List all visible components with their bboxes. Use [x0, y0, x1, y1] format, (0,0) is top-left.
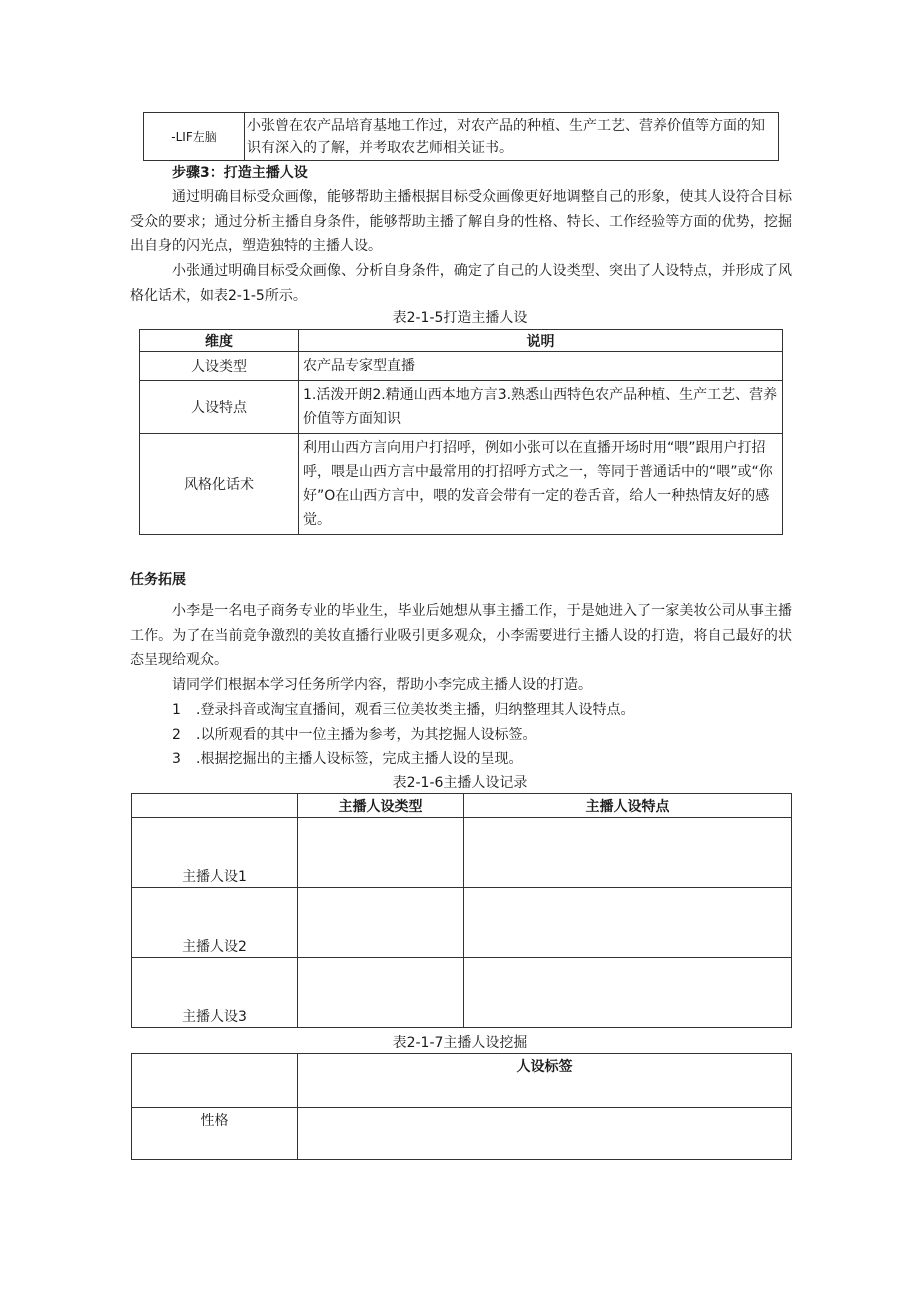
header-blank	[132, 1054, 298, 1108]
persona-features-cell[interactable]	[464, 958, 792, 1028]
persona-table	[139, 329, 783, 535]
list-item-number: 2	[172, 726, 181, 743]
table-row	[132, 818, 792, 888]
header-persona-tag: 人设标签	[298, 1054, 792, 1108]
table-row	[132, 958, 792, 1028]
persona-type-cell[interactable]	[298, 958, 464, 1028]
persona-tag-cell[interactable]	[298, 1108, 792, 1160]
list-item-text: .以所观看的其中一位主播为参考，为其挖掘人设标签。	[196, 726, 537, 743]
record-table	[131, 793, 792, 1028]
intro-row-label: -LIF左脑	[144, 113, 245, 161]
header-persona-features: 主播人设特点	[464, 794, 792, 818]
header-dimension: 维度	[140, 330, 299, 352]
mining-table	[131, 1053, 792, 1160]
persona-type-cell[interactable]	[298, 888, 464, 958]
row-label: 主播人设3	[132, 958, 298, 1028]
list-item	[172, 747, 634, 772]
intro-table	[143, 112, 779, 161]
step3-paragraph-2: 小张通过明确目标受众画像、分析自身条件，确定了自己的人设类型、突出了人设特点，并形成了风格化话术，如表2-1-5所示。	[130, 263, 792, 304]
extension-list	[172, 698, 634, 772]
extension-heading: 任务拓展	[130, 572, 186, 588]
table5-caption: 表2-1-5打造主播人设	[392, 310, 528, 326]
list-item	[172, 698, 634, 723]
list-item	[172, 723, 634, 748]
row-label: 性格	[132, 1108, 298, 1160]
table-header-row	[132, 1054, 792, 1108]
row-dimension: 人设类型	[140, 352, 299, 381]
extension-paragraph-1: 小李是一名电子商务专业的毕业生，毕业后她想从事主播工作，于是她进入了一家美妆公司从事主播工作。为了在当前竞争激烈的美妆直播行业吸引更多观众，小李需要进行主播人设的打造，将自己最好的状态呈现给观众。	[130, 603, 792, 668]
header-blank	[132, 794, 298, 818]
table-row	[140, 352, 783, 381]
list-item-text: .登录抖音或淘宝直播间，观看三位美妆类主播，归纳整理其人设特点。	[196, 702, 635, 718]
header-persona-type: 主播人设类型	[298, 794, 464, 818]
list-item-number: 3	[172, 751, 181, 767]
row-description: 利用山西方言向用户打招呼，例如小张可以在直播开场时用“喂”跟用户打招呼，喂是山西方言中最常用的打招呼方式之一，等同于普通话中的“喂”或“你好”O在山西方言中，喂的发音会带有一定的卷舌音，给人一种热情友好的感觉。	[299, 434, 783, 535]
table-row	[132, 1108, 792, 1160]
persona-type-cell[interactable]	[298, 818, 464, 888]
table-header-row	[132, 794, 792, 818]
table-row	[140, 434, 783, 535]
table7-caption: 表2-1-7主播人设挖掘	[392, 1035, 528, 1051]
row-description: 农产品专家型直播	[299, 352, 783, 381]
list-item-number: 1	[172, 702, 181, 718]
row-label: 主播人设2	[132, 888, 298, 958]
persona-features-cell[interactable]	[464, 888, 792, 958]
table-row	[144, 113, 779, 161]
table-header-row	[140, 330, 783, 352]
table-row	[132, 888, 792, 958]
extension-paragraph-2: 请同学们根据本学习任务所学内容，帮助小李完成主播人设的打造。	[172, 677, 592, 693]
row-dimension: 风格化话术	[140, 434, 299, 535]
step3-paragraph-1: 通过明确目标受众画像，能够帮助主播根据目标受众画像更好地调整自己的形象，使其人设符合目标受众的要求；通过分析主播自身条件，能够帮助主播了解自身的性格、特长、工作经验等方面的优势，挖掘出自身的闪光点，塑造独特的主播人设。	[130, 189, 792, 254]
step3-heading: 步骤3：打造主播人设	[172, 165, 308, 181]
row-description: 1.活泼开朗2.精通山西本地方言3.熟悉山西特色农产品种植、生产工艺、营养价值等方面知识	[299, 381, 783, 434]
intro-row-text: 小张曾在农产品培育基地工作过，对农产品的种植、生产工艺、营养价值等方面的知识有深入的了解，并考取农艺师相关证书。	[245, 113, 779, 161]
list-item-text: .根据挖掘出的主播人设标签，完成主播人设的呈现。	[196, 751, 523, 767]
table6-caption: 表2-1-6主播人设记录	[392, 775, 528, 791]
row-dimension: 人设特点	[140, 381, 299, 434]
row-label: 主播人设1	[132, 818, 298, 888]
table-row	[140, 381, 783, 434]
persona-features-cell[interactable]	[464, 818, 792, 888]
header-description: 说明	[299, 330, 783, 352]
